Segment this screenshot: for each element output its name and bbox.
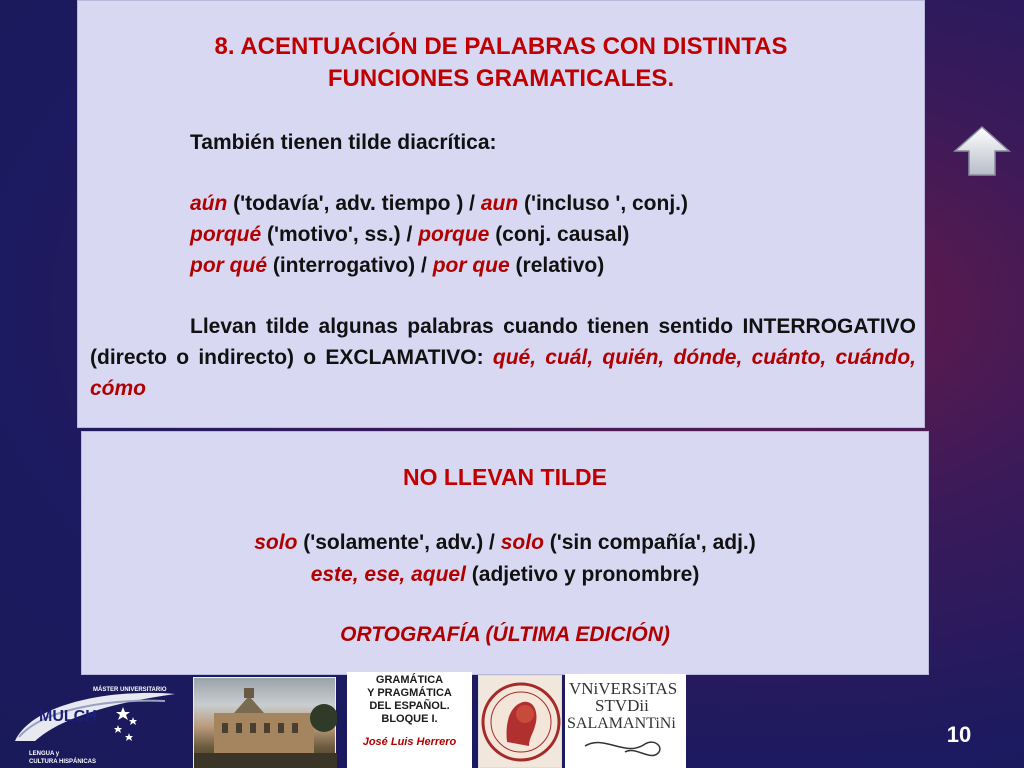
medallion-portrait bbox=[478, 675, 562, 768]
demonstrative-desc: (adjetivo y pronombre) bbox=[465, 563, 700, 586]
pair-word-b: por que bbox=[432, 254, 510, 277]
pair-word-a: porqué bbox=[190, 223, 262, 246]
univ-line2: STVDii bbox=[595, 696, 649, 715]
content-panel-top bbox=[77, 0, 925, 428]
content-panel-bottom bbox=[81, 431, 929, 675]
mulch-top-text: MÁSTER UNIVERSITARIO bbox=[93, 687, 167, 693]
university-logo bbox=[565, 674, 686, 768]
pair-desc-b: (conj. causal) bbox=[489, 223, 630, 246]
course-card bbox=[347, 672, 472, 768]
demonstratives-line bbox=[82, 560, 928, 590]
univ-line3: SALAMANTiNi bbox=[567, 715, 676, 732]
paragraph-words: qué, cuál, quién, dónde, cuánto, cuándo, cómo bbox=[90, 346, 916, 400]
pair-row bbox=[190, 189, 688, 219]
reference-text: ORTOGRAFÍA (ÚLTIMA EDICIÓN) bbox=[340, 623, 670, 646]
course-line: DEL ESPAÑOL. bbox=[369, 700, 450, 712]
desc-solo-a: ('solamente', adv.) / bbox=[297, 531, 501, 554]
intro-text: También tienen tilde diacrítica: bbox=[190, 131, 497, 154]
page-number: 10 bbox=[946, 722, 972, 747]
desc-solo-b: ('sin compañía', adj.) bbox=[543, 531, 756, 554]
mulch-bottom-text2: CULTURA HISPÁNICAS bbox=[29, 759, 96, 765]
mulch-logo bbox=[5, 679, 185, 765]
pair-word-a: por qué bbox=[190, 254, 267, 277]
pair-desc-b: ('incluso ', conj.) bbox=[518, 192, 688, 215]
solo-line bbox=[82, 528, 928, 558]
paragraph-text: Llevan tilde algunas palabras cuando tienen sentido INTERROGATIVO (directo o indirecto) o EXCLAMATIVO: bbox=[90, 315, 916, 369]
course-line: GRAMÁTICA bbox=[375, 674, 444, 686]
pair-desc-b: (relativo) bbox=[509, 254, 605, 277]
pair-word-a: aún bbox=[190, 192, 228, 215]
pair-desc-a: (interrogativo) / bbox=[267, 254, 433, 277]
mulch-name: MULCH bbox=[39, 708, 97, 725]
slide-title-line1: 8. ACENTUACIÓN DE PALABRAS CON DISTINTAS bbox=[214, 33, 788, 60]
course-line: Y PRAGMÁTICA bbox=[367, 687, 452, 699]
pair-word-b: aun bbox=[480, 192, 519, 215]
course-author: José Luis Herrero bbox=[362, 736, 457, 748]
word-solo-a: solo bbox=[254, 531, 298, 554]
univ-line1: VNiVERSiTAS bbox=[569, 679, 678, 698]
word-solo-b: solo bbox=[500, 531, 544, 554]
demonstrative-words: este, ese, aquel bbox=[310, 563, 466, 586]
mulch-bottom-text1: LENGUA y bbox=[29, 751, 60, 757]
pair-word-b: porque bbox=[418, 223, 490, 246]
stars-icon bbox=[114, 707, 137, 741]
slide-title-line2: FUNCIONES GRAMATICALES. bbox=[327, 65, 675, 92]
course-line: BLOQUE I. bbox=[381, 713, 438, 725]
pair-row bbox=[190, 220, 629, 250]
interrogative-paragraph bbox=[90, 311, 916, 404]
pair-desc-a: ('motivo', ss.) / bbox=[261, 223, 419, 246]
home-arrow-icon[interactable] bbox=[953, 125, 1011, 177]
university-building-photo bbox=[193, 677, 336, 768]
pair-row bbox=[190, 251, 604, 281]
pair-desc-a: ('todavía', adv. tiempo ) / bbox=[227, 192, 481, 215]
no-tilde-heading: NO LLEVAN TILDE bbox=[402, 464, 607, 490]
